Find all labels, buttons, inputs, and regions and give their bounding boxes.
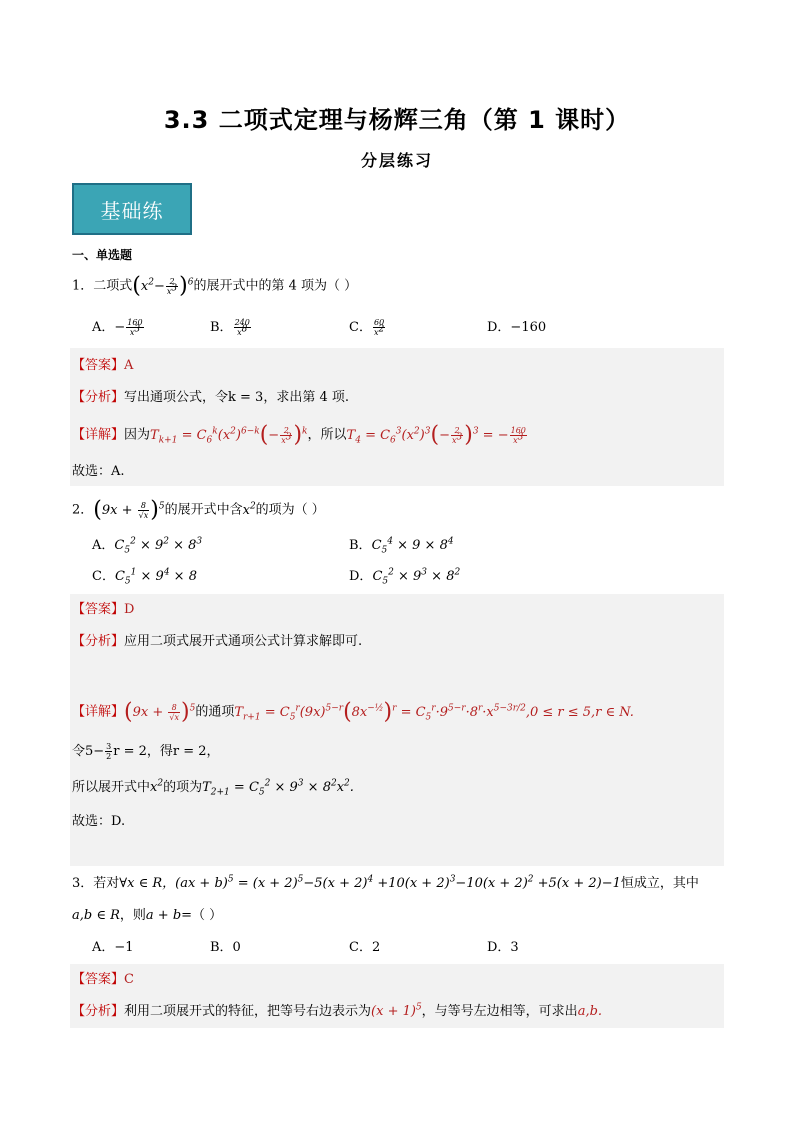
- so-line: 所以展开式中$x^2$的项为$T_{2+1} = C_5^2 \times 9^3 \times 8^2x^2$.: [72, 778, 354, 798]
- option-b[interactable]: B．$C_5^4 \times 9 \times 8^4$: [349, 536, 454, 556]
- analysis-line: 【分析】应用二项式展开式通项公式计算求解即可.: [72, 634, 363, 649]
- question-number: 1．: [72, 278, 94, 294]
- question-text: 二项式: [93, 278, 133, 294]
- question-1: [72, 273, 358, 298]
- detail-line: 【详解】(9x + $\frac{8}{√x}$ )$^5$的通项$T_{r+1} = C_5^r(9x)^{5-r}(8x^{-\frac{1}{2}})^r = C_5^r\cdot 9^{5-r}\cdot 8^r\cdot x^{5-3r/2},0 \le r \le 5,r$ ∈ N.: [72, 699, 634, 724]
- option-d[interactable]: D．3: [487, 940, 519, 955]
- option-c[interactable]: C．$C_5^1 \times 9^4 \times 8$: [92, 567, 197, 587]
- answer-line: 【答案】C: [72, 972, 134, 987]
- option-b[interactable]: B． $\frac{240}{x^8}$: [210, 318, 250, 337]
- page-title: 3.3 二项式定理与杨辉三角（第 1 课时）: [163, 106, 631, 134]
- formula: (9x + $\frac{8}{√x}$ )$^5$: [93, 497, 165, 522]
- question-text: 的展开式中的第 4 项为（ ）: [193, 278, 358, 294]
- option-b[interactable]: B．0: [210, 940, 241, 955]
- option-a[interactable]: A．$C_5^2 \times 9^2 \times 8^3$: [92, 536, 203, 556]
- answer-box-1: [70, 348, 724, 486]
- choose-line: 故选：D.: [72, 814, 126, 829]
- analysis-line: 【分析】利用二项展开式的特征，把等号右边表示为$(x + 1)^5$，与等号左边相等，可求出a,b.: [72, 1002, 603, 1019]
- question-number: 2．: [72, 502, 94, 518]
- option-a[interactable]: A．−1: [92, 940, 134, 955]
- question-3-line2: a,b ∈ R，则a + b=（ ）: [72, 908, 223, 923]
- section-label: 一、单选题: [72, 248, 133, 262]
- option-c[interactable]: C．2: [349, 940, 381, 955]
- detail-line: 【详解】因为$T_{k+1} = C_6^k(x^2)^{6-k}(-$ $\frac{2}{x^3}$ )$^k$，所以$T_4 = C_6^3(x^2)^3(-$ $\frac{2}{x^3}$ )$^3$ = − $\frac{160}{x^3}$: [72, 422, 526, 447]
- option-d[interactable]: D．$C_5^2 \times 9^3 \times 8^2$: [349, 567, 461, 587]
- choose-line: 故选：A.: [72, 464, 125, 479]
- level-badge: 基础练: [72, 183, 192, 235]
- answer-line: 【答案】D: [72, 602, 135, 617]
- answer-line: 【答案】A: [72, 358, 134, 373]
- page-subtitle: 分层练习: [360, 151, 433, 170]
- question-2: 2．(9x + $\frac{8}{√x}$ )$^5$的展开式中含$x^2$的项为（ ）: [72, 497, 325, 522]
- let-line: 令5− $\frac{3}{2}$ r = 2，得r = 2，: [72, 742, 220, 761]
- question-3: 3．若对∀x ∈ R，$(ax + b)^5 = (x + 2)^5-5(x + 2)^4 +10(x + 2)^3-10(x + 2)^2 +5(x + 2)-1$恒成立，其中: [72, 874, 699, 891]
- question-number: 3．: [72, 876, 94, 891]
- option-a[interactable]: A．− $\frac{160}{x^3}$: [92, 318, 143, 337]
- analysis-line: 【分析】写出通项公式，令k = 3，求出第 4 项.: [72, 390, 349, 405]
- formula: ($x^2-$ $\frac{2}{x^3}$ )$^6$: [132, 273, 194, 298]
- option-d[interactable]: D．−160: [487, 320, 547, 335]
- option-c[interactable]: C． $\frac{60}{x^2}$: [349, 318, 385, 337]
